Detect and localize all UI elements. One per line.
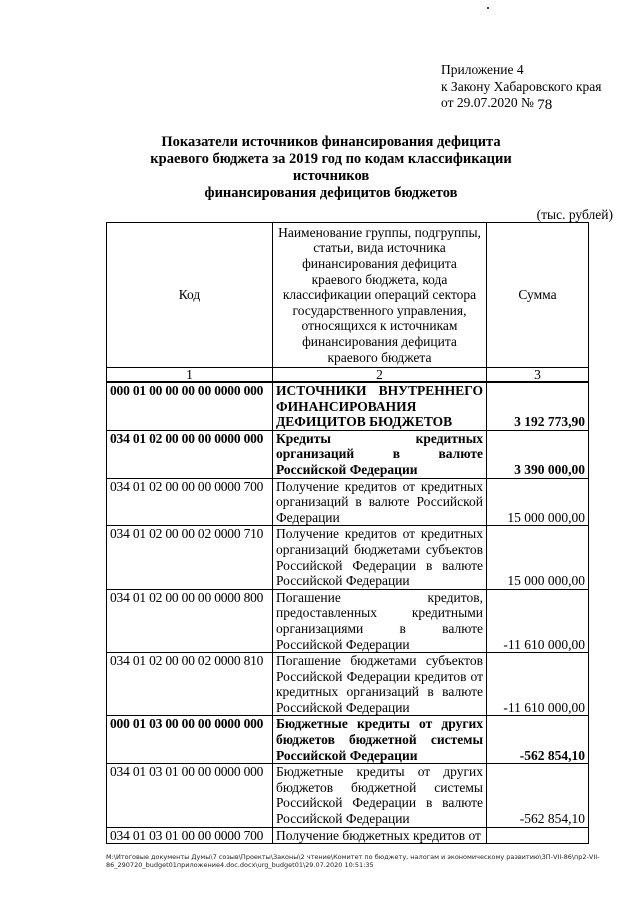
column-index-row	[107, 368, 589, 383]
file-path-footer: M:\Итоговые документы Думы\7 созыв\Проекты\Законы\2 чтение\Комитет по бюджету, налогам и экономическому развитию\3П-VII-86\пр2-VII-86_290720_budget01приложение4.doc.docx\urg_budget01\29.07.2020 10:51:35	[106, 853, 600, 869]
title-line1: Показатели источников финансирования дефицита	[161, 134, 501, 150]
row-name: ИСТОЧНИКИ ВНУТРЕННЕГО ФИНАНСИРОВАНИЯ ДЕФИЦИТОВ БЮДЖЕТОВ	[273, 382, 487, 430]
row-sum: -11 610 000,00	[487, 653, 589, 716]
table-row	[107, 478, 589, 526]
appendix-header	[441, 62, 602, 112]
row-code: 034 01 02 00 00 00 0000 000	[107, 430, 273, 478]
row-code: 000 01 03 00 00 00 0000 000	[107, 716, 273, 764]
sources-table	[106, 222, 589, 844]
row-name: Кредиты кредитных организаций в валюте Российской Федерации	[273, 430, 487, 478]
title-line2: краевого бюджета за 2019 год по кодам классификации источников	[150, 151, 512, 184]
table-row	[107, 526, 589, 589]
row-name: Погашение бюджетами субъектов Российской Федерации кредитов от кредитных организаций в валюте Российской Федерации	[273, 653, 487, 716]
table-row	[107, 430, 589, 478]
header-name: Наименование группы, подгруппы, статьи, вида источника финансирования дефицита краевого бюджета, кода классификации операций сектора государственного управления, относящихся к источникам финансирования дефицита краевого бюджета	[273, 223, 487, 368]
row-name: Бюджетные кредиты от других бюджетов бюджетной системы Российской Федерации	[273, 716, 487, 764]
table-row	[107, 589, 589, 652]
row-sum: 15 000 000,00	[487, 478, 589, 526]
row-name: Погашение кредитов, предоставленных кредитными организациями в валюте Российской Федерации	[273, 589, 487, 652]
row-sum: -562 854,10	[487, 716, 589, 764]
header-code: Код	[107, 223, 273, 368]
row-code: 034 01 03 01 00 00 0000 000	[107, 764, 273, 827]
table-row	[107, 716, 589, 764]
index-3: 3	[487, 368, 589, 383]
row-code: 034 01 02 00 00 00 0000 800	[107, 589, 273, 652]
row-code: 000 01 00 00 00 00 0000 000	[107, 382, 273, 430]
appendix-line1: Приложение 4	[441, 62, 524, 77]
table-row	[107, 764, 589, 827]
table-row	[107, 382, 589, 430]
law-number: 78	[537, 97, 553, 113]
appendix-date: от 29.07.2020 №	[441, 95, 534, 110]
scan-speck	[487, 7, 489, 9]
table-header-row	[107, 223, 589, 368]
row-sum: 3 390 000,00	[487, 430, 589, 478]
row-code: 034 01 02 00 00 02 0000 710	[107, 526, 273, 589]
row-sum: -11 610 000,00	[487, 589, 589, 652]
table-row	[107, 653, 589, 716]
units-label: (тыс. рублей)	[536, 207, 613, 222]
row-code: 034 01 02 00 00 02 0000 810	[107, 653, 273, 716]
title-line3: финансирования дефицитов бюджетов	[204, 185, 458, 201]
row-name: Получение бюджетных кредитов от	[273, 827, 487, 844]
row-sum: 3 192 773,90	[487, 382, 589, 430]
table-row	[107, 827, 589, 844]
row-code: 034 01 02 00 00 00 0000 700	[107, 478, 273, 526]
row-name: Получение кредитов от кредитных организаций в валюте Российской Федерации	[273, 478, 487, 526]
index-1: 1	[107, 368, 273, 383]
row-sum: 15 000 000,00	[487, 526, 589, 589]
row-sum	[487, 827, 589, 844]
appendix-line3	[441, 95, 602, 112]
document-title	[112, 134, 550, 202]
row-code: 034 01 03 01 00 00 0000 700	[107, 827, 273, 844]
header-sum: Сумма	[487, 223, 589, 368]
index-2: 2	[273, 368, 487, 383]
row-name: Бюджетные кредиты от других бюджетов бюджетной системы Российской Федерации в валюте Российской Федерации	[273, 764, 487, 827]
appendix-line2: к Закону Хабаровского края	[441, 78, 602, 94]
row-sum: -562 854,10	[487, 764, 589, 827]
row-name: Получение кредитов от кредитных организаций бюджетами субъектов Российской Федерации в валюте Российской Федерации	[273, 526, 487, 589]
